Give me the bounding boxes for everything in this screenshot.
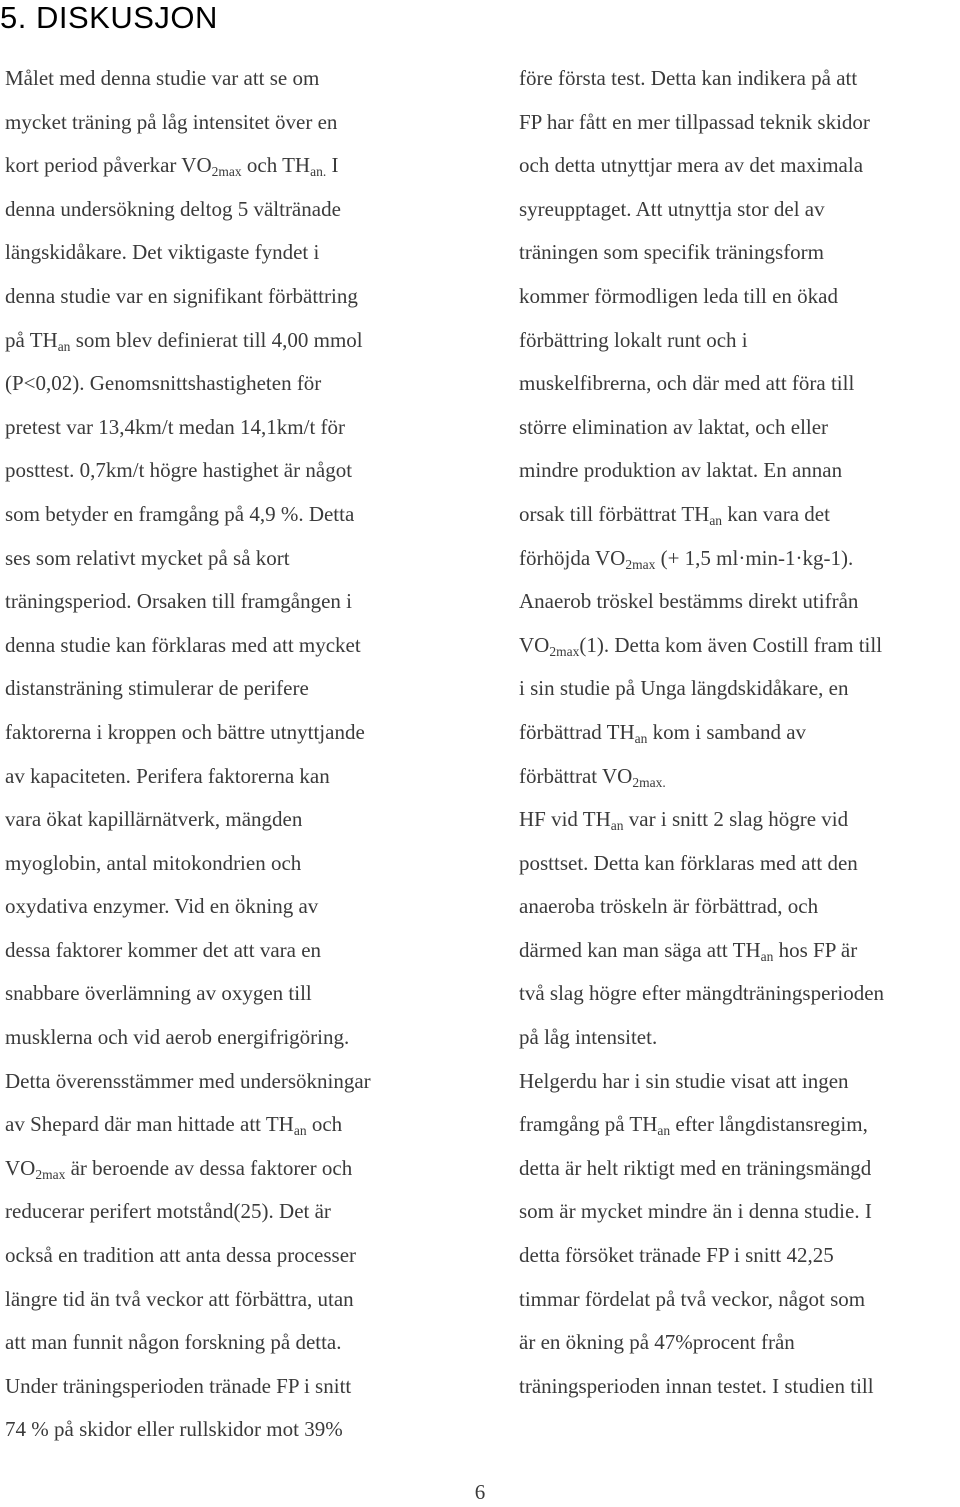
text-run: förbättrat VO (519, 763, 633, 788)
text-run: faktorerna i kroppen och bättre utnyttjande (5, 719, 365, 744)
text-line (5, 57, 460, 101)
text-run: också en tradition att anta dessa processer (5, 1243, 357, 1268)
text-run: posttset. Detta kan förklaras med att den (519, 850, 858, 875)
text-line (519, 362, 960, 406)
subscript: an (760, 948, 774, 964)
text-run: orsak till förbättrat TH (519, 501, 710, 526)
text-line (5, 1365, 460, 1409)
text-line (5, 1321, 460, 1365)
text-run: detta är helt riktigt med en träningsmängd (519, 1155, 872, 1180)
text-line (5, 144, 460, 188)
text-line (519, 406, 960, 450)
text-line (5, 1103, 460, 1147)
text-line (519, 57, 960, 101)
text-run: som betyder en framgång på 4,9 %. Detta (5, 501, 355, 526)
section-heading: 5. DISKUSJON (0, 0, 218, 35)
text-run: myoglobin, antal mitokondrien och (5, 850, 302, 875)
text-line (519, 449, 960, 493)
subscript: an (657, 1123, 671, 1139)
text-run: Under träningsperioden tränade FP i snitt (5, 1373, 352, 1398)
text-line (5, 1147, 460, 1191)
text-run: och TH (241, 153, 311, 178)
text-run: vara ökat kapillärnätverk, mängden (5, 807, 303, 832)
text-line (519, 842, 960, 886)
text-run: på TH (5, 327, 58, 352)
text-line (519, 1147, 960, 1191)
subscript: 2max (549, 643, 580, 659)
text-line (519, 929, 960, 973)
text-line (519, 667, 960, 711)
text-line (519, 1278, 960, 1322)
text-line (519, 1103, 960, 1147)
subscript: 2max. (632, 774, 666, 790)
text-run: pretest var 13,4km/t medan 14,1km/t för (5, 414, 346, 439)
text-line (519, 101, 960, 145)
subscript: an (634, 730, 648, 746)
text-line (5, 667, 460, 711)
text-run: I (326, 153, 339, 178)
text-line (5, 101, 460, 145)
text-line (519, 319, 960, 363)
text-run: kom i samband av (647, 719, 807, 744)
text-run: och detta utnyttjar mera av det maximala (519, 153, 864, 178)
text-run: oxydativa enzymer. Vid en ökning av (5, 894, 319, 919)
right-text-column (519, 57, 960, 1408)
text-run: av kapaciteten. Perifera faktorerna kan (5, 763, 330, 788)
text-run: Anaerob tröskel bestämms direkt utifrån (519, 589, 859, 614)
text-run: HF vid TH (519, 807, 611, 832)
text-run: som blev definierat till 4,00 mmol (70, 327, 363, 352)
text-line (519, 798, 960, 842)
subscript: 2max (625, 556, 656, 572)
text-line (519, 188, 960, 232)
text-run: denna undersökning deltog 5 vältränade (5, 196, 341, 221)
text-run: detta försöket tränade FP i snitt 42,25 (519, 1243, 834, 1268)
text-line (5, 319, 460, 363)
subscript: an (610, 818, 624, 834)
text-line (5, 231, 460, 275)
text-line (519, 1321, 960, 1365)
text-line (5, 1060, 460, 1104)
text-line (519, 1190, 960, 1234)
text-run: förbättrad TH (519, 719, 635, 744)
text-line (519, 580, 960, 624)
text-run: VO (5, 1155, 36, 1180)
text-line (519, 493, 960, 537)
text-run: hos FP är (773, 937, 858, 962)
left-text-column (5, 57, 460, 1452)
text-run: mindre produktion av laktat. En annan (519, 458, 843, 483)
text-line (5, 624, 460, 668)
text-line (5, 537, 460, 581)
text-line (5, 929, 460, 973)
text-run: på låg intensitet. (519, 1025, 658, 1050)
text-line (5, 1234, 460, 1278)
text-run: anaeroba tröskeln är förbättrad, och (519, 894, 819, 919)
text-run: träningsperioden innan testet. I studien till (519, 1373, 874, 1398)
text-run: träningsperiod. Orsaken till framgången i (5, 589, 352, 614)
text-line (5, 580, 460, 624)
text-line (5, 449, 460, 493)
text-run: Helgerdu har i sin studie visat att ingen (519, 1068, 849, 1093)
text-run: Målet med denna studie var att se om (5, 66, 320, 90)
text-run: kan vara det (722, 501, 830, 526)
text-line (5, 1190, 460, 1234)
text-run: är beroende av dessa faktorer och (65, 1155, 353, 1180)
text-run: kommer förmodligen leda till en ökad (519, 283, 838, 308)
text-run: 74 % på skidor eller rullskidor mot 39% (5, 1417, 343, 1442)
text-run: längre tid än två veckor att förbättra, utan (5, 1286, 354, 1311)
text-line (519, 624, 960, 668)
text-run: muskelfibrerna, och där med att föra till (519, 371, 855, 396)
text-run: och (306, 1112, 343, 1137)
text-run: att man funnit någon forskning på detta. (5, 1330, 342, 1355)
text-run: framgång på TH (519, 1112, 658, 1137)
text-line (5, 711, 460, 755)
text-run: förhöjda VO (519, 545, 626, 570)
text-run: syreupptaget. Att utnyttja stor del av (519, 196, 825, 221)
text-run: förbättring lokalt runt och i (519, 327, 748, 352)
text-line (519, 885, 960, 929)
text-line (5, 406, 460, 450)
text-run: träningen som specifik träningsform (519, 240, 825, 265)
text-run: Detta överensstämmer med undersökningar (5, 1068, 371, 1093)
text-run: posttest. 0,7km/t högre hastighet är något (5, 458, 353, 483)
text-line (5, 275, 460, 319)
text-line (5, 798, 460, 842)
text-run: efter långdistansregim, (670, 1112, 868, 1137)
text-run: (P<0,02). Genomsnittshastigheten för (5, 371, 322, 396)
text-run: FP har fått en mer tillpassad teknik skidor (519, 109, 870, 134)
text-line (5, 362, 460, 406)
text-run: reducerar perifert motstånd(25). Det är (5, 1199, 331, 1224)
text-run: timmar fördelat på två veckor, något som (519, 1286, 866, 1311)
subscript: an. (310, 164, 327, 180)
text-line (5, 755, 460, 799)
text-run: två slag högre efter mängdträningsperioden (519, 981, 885, 1006)
text-run: därmed kan man säga att TH (519, 937, 761, 962)
text-run: större elimination av laktat, och eller (519, 414, 829, 439)
text-run: i sin studie på Unga längdskidåkare, en (519, 676, 849, 701)
text-run: ses som relativt mycket på så kort (5, 545, 290, 570)
subscript: an (709, 512, 723, 528)
text-line (5, 1408, 460, 1452)
subscript: 2max (211, 164, 242, 180)
text-line (519, 231, 960, 275)
text-run: mycket träning på låg intensitet över en (5, 109, 338, 134)
text-run: kort period påverkar VO (5, 153, 212, 178)
text-line (519, 1365, 960, 1409)
text-line (5, 188, 460, 232)
text-run: musklerna och vid aerob energifrigöring. (5, 1025, 350, 1050)
text-run: längskidåkare. Det viktigaste fyndet i (5, 240, 320, 265)
text-run: (1). Detta kom även Costill fram till (579, 632, 883, 657)
text-line (5, 1278, 460, 1322)
text-run: är en ökning på 47%procent från (519, 1330, 795, 1355)
text-line (519, 755, 960, 799)
subscript: an (293, 1123, 307, 1139)
text-run: denna studie var en signifikant förbättring (5, 283, 358, 308)
text-line (519, 537, 960, 581)
text-line (5, 885, 460, 929)
text-line (519, 711, 960, 755)
subscript: an (57, 338, 71, 354)
text-run: av Shepard där man hittade att TH (5, 1112, 294, 1137)
text-run: dessa faktorer kommer det att vara en (5, 937, 322, 962)
text-line (519, 1060, 960, 1104)
text-line (5, 493, 460, 537)
text-line (519, 275, 960, 319)
page-number: 6 (474, 1480, 486, 1504)
text-line (519, 144, 960, 188)
text-run: snabbare överlämning av oxygen till (5, 981, 312, 1006)
text-line (519, 1234, 960, 1278)
text-run: (+ 1,5 ml·min-1·kg-1). (655, 545, 854, 570)
text-run: denna studie kan förklaras med att mycket (5, 632, 361, 657)
subscript: 2max (35, 1166, 66, 1182)
text-run: var i snitt 2 slag högre vid (623, 807, 849, 832)
text-run: VO (519, 632, 550, 657)
text-line (519, 1016, 960, 1060)
text-run: som är mycket mindre än i denna studie. I (519, 1199, 872, 1224)
text-line (519, 972, 960, 1016)
text-line (5, 1016, 460, 1060)
text-line (5, 972, 460, 1016)
text-run: distansträning stimulerar de perifere (5, 676, 309, 701)
text-run: före första test. Detta kan indikera på att (519, 66, 858, 90)
text-line (5, 842, 460, 886)
